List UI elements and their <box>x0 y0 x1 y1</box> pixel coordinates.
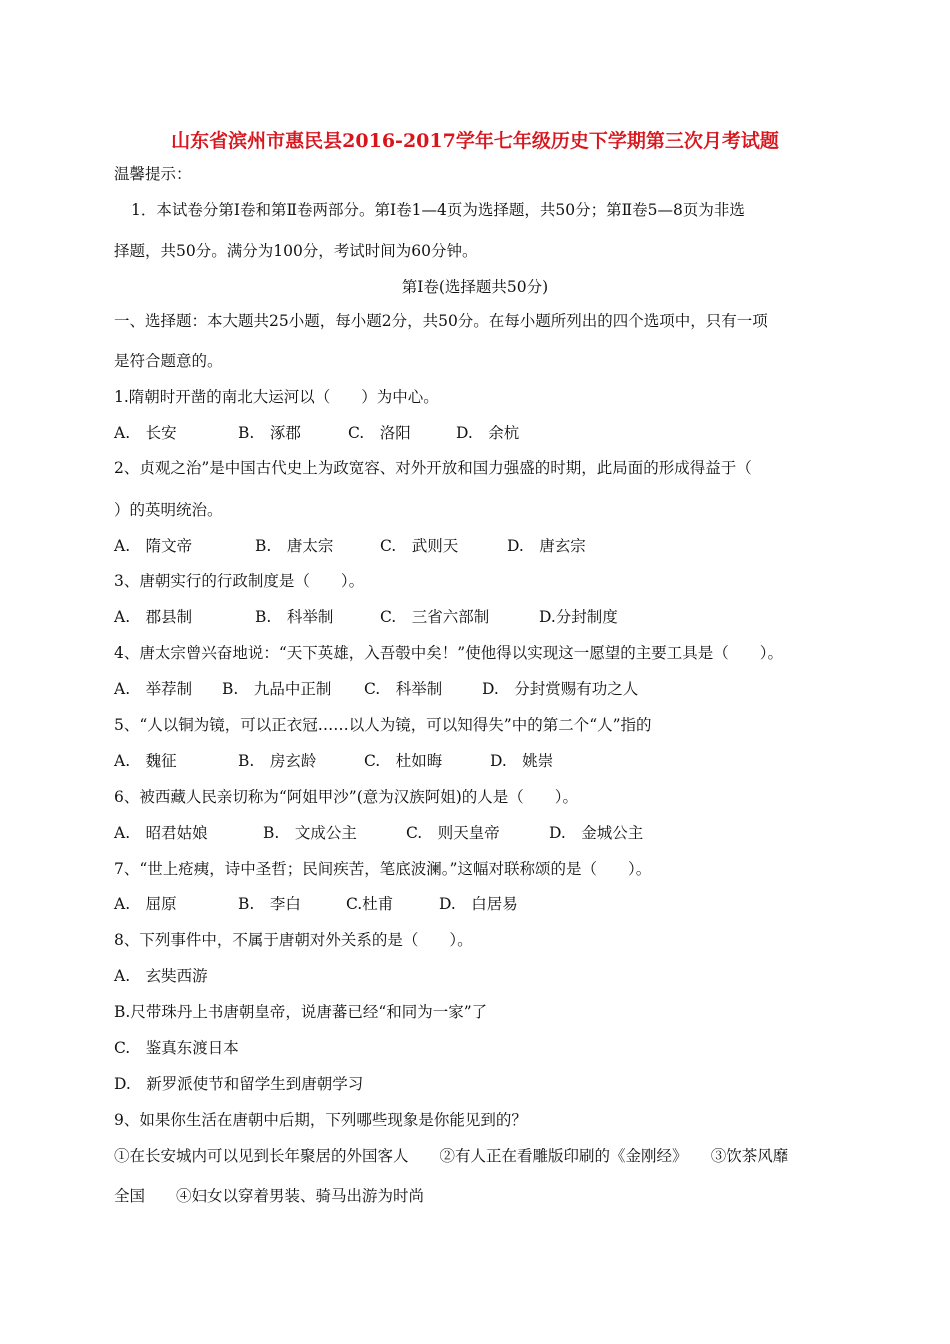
option-b: B. 科举制 <box>255 608 334 626</box>
section1-instructions-line-2: 是符合题意的。 <box>114 352 223 370</box>
option-a: A. 魏征 <box>114 752 177 770</box>
question-8-option-c: C. 鉴真东渡日本 <box>114 1039 239 1057</box>
option-b: B. 李白 <box>238 895 301 913</box>
option-d: D. 金城公主 <box>549 824 644 842</box>
question-4-stem: 4、唐太宗曾兴奋地说：“天下英雄，入吾彀中矣！”使他得以实现这一愿望的主要工具是（ ）。 <box>114 644 783 662</box>
option-b: B. 文成公主 <box>263 824 357 842</box>
option-d: D. 唐玄宗 <box>507 537 586 555</box>
question-8-option-b: B.尺带珠丹上书唐朝皇帝，说唐蕃已经“和同为一家”了 <box>114 1003 488 1021</box>
option-c: C. 则天皇帝 <box>406 824 500 842</box>
option-c: C. 三省六部制 <box>380 608 490 626</box>
question-9-statements-line-2: 全国 ④妇女以穿着男装、骑马出游为时尚 <box>114 1187 425 1205</box>
option-b: B. 涿郡 <box>238 424 301 442</box>
option-b: B. 唐太宗 <box>255 537 334 555</box>
question-2-stem-continued: ）的英明统治。 <box>114 501 223 519</box>
option-c: C. 武则天 <box>380 537 459 555</box>
option-b: B. 九品中正制 <box>222 680 332 698</box>
option-d: D. 分封赏赐有功之人 <box>482 680 639 698</box>
option-c: C.杜甫 <box>346 895 394 913</box>
option-c: C. 科举制 <box>364 680 443 698</box>
option-b: B. 房玄龄 <box>238 752 317 770</box>
question-1-stem: 1.隋朝时开凿的南北大运河以（ ）为中心。 <box>114 388 439 406</box>
exam-title: 山东省滨州市惠民县2016-2017学年七年级历史下学期第三次月考试题 <box>171 130 779 152</box>
option-d: D. 余杭 <box>456 424 520 442</box>
question-8-stem: 8、下列事件中，不属于唐朝对外关系的是（ ）。 <box>114 931 473 949</box>
option-a: A. 举荐制 <box>114 680 193 698</box>
question-9-stem: 9、如果你生活在唐朝中后期，下列哪些现象是你能见到的？ <box>114 1111 527 1129</box>
option-a: A. 屈原 <box>114 895 177 913</box>
tips-heading: 温馨提示： <box>114 165 192 183</box>
question-8-option-d: D. 新罗派使节和留学生到唐朝学习 <box>114 1075 364 1093</box>
question-9-statements-line-1: ①在长安城内可以见到长年聚居的外国客人 ②有人正在看雕版印刷的《金刚经》 ③饮茶风靡 <box>114 1147 789 1165</box>
option-d: D. 姚崇 <box>490 752 554 770</box>
option-a: A. 长安 <box>114 424 177 442</box>
question-7-stem: 7、“世上疮痍，诗中圣哲；民间疾苦，笔底波澜。”这幅对联称颂的是（ ）。 <box>114 860 652 878</box>
question-2-stem: 2、贞观之治”是中国古代史上为政宽容、对外开放和国力强盛的时期，此局面的形成得益于（ <box>114 459 752 477</box>
option-d: D.分封制度 <box>539 608 618 626</box>
option-a: A. 郡县制 <box>114 608 193 626</box>
tips-item-1-line-1: 1．本试卷分第Ⅰ卷和第Ⅱ卷两部分。第Ⅰ卷1—4页为选择题，共50分；第Ⅱ卷5—8页为非选 <box>131 201 745 219</box>
section1-instructions-line-1: 一、选择题：本大题共25小题，每小题2分，共50分。在每小题所列出的四个选项中，只有一项 <box>114 312 768 330</box>
option-c: C. 洛阳 <box>348 424 411 442</box>
option-a: A. 隋文帝 <box>114 537 193 555</box>
option-a: A. 昭君姑娘 <box>114 824 208 842</box>
option-c: C. 杜如晦 <box>364 752 443 770</box>
option-d: D. 白居易 <box>439 895 518 913</box>
question-6-stem: 6、被西藏人民亲切称为“阿姐甲沙”(意为汉族阿姐)的人是（ ）。 <box>114 788 579 806</box>
question-5-stem: 5、“人以铜为镜，可以正衣冠……以人为镜，可以知得失”中的第二个“人”指的 <box>114 716 652 734</box>
question-8-option-a: A. 玄奘西游 <box>114 967 208 985</box>
part1-title: 第Ⅰ卷(选择题共50分) <box>401 278 549 296</box>
question-3-stem: 3、唐朝实行的行政制度是（ ）。 <box>114 572 365 590</box>
tips-item-1-line-2: 择题，共50分。满分为100分，考试时间为60分钟。 <box>114 242 478 260</box>
